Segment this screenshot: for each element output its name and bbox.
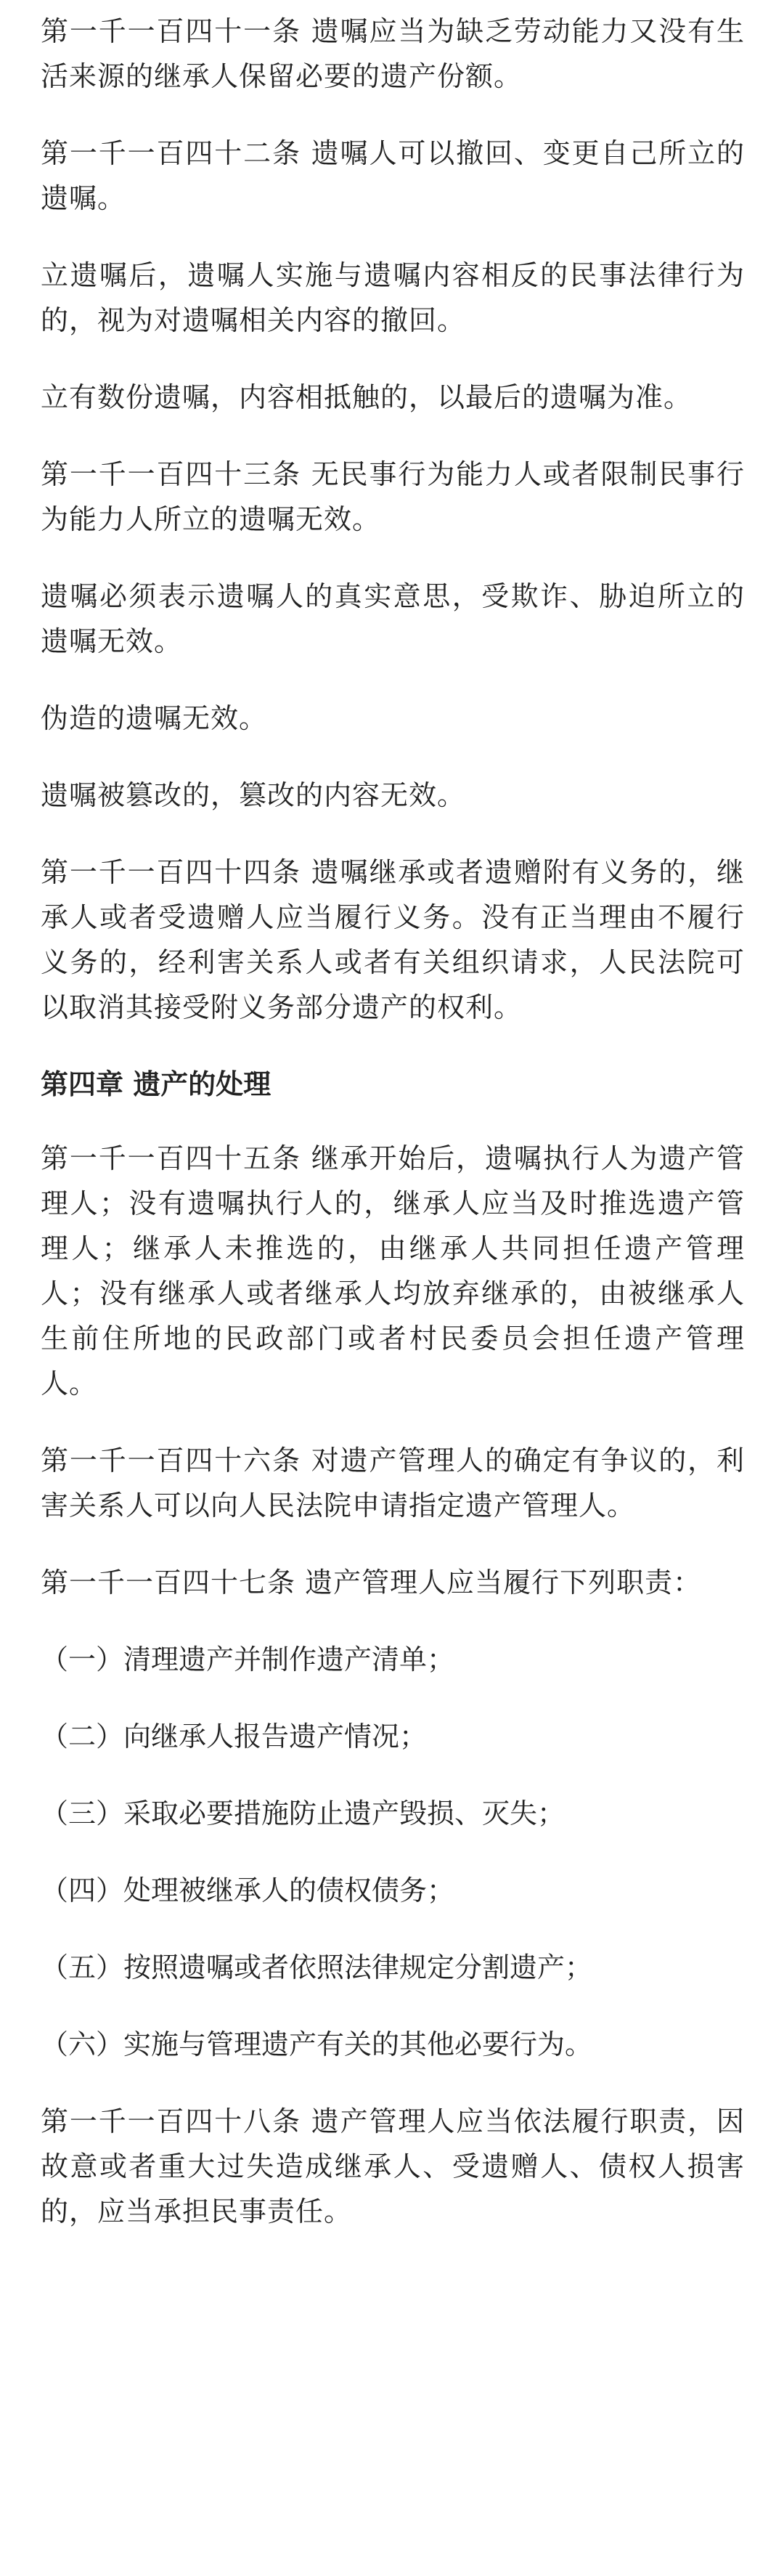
- article-1143: 第一千一百四十三条 无民事行为能力人或者限制民事行为能力人所立的遗嘱无效。: [41, 458, 745, 535]
- duty-item-6: （六）实施与管理遗产有关的其他必要行为。: [41, 2028, 593, 2060]
- duty-item-1: （一）清理遗产并制作遗产清单；: [41, 1643, 455, 1675]
- duty-item-2: （二）向继承人报告遗产情况；: [41, 1720, 428, 1752]
- article-1143-clause-2: 遗嘱必须表示遗嘱人的真实意思，受欺诈、胁迫所立的遗嘱无效。: [41, 580, 745, 657]
- article-1146: 第一千一百四十六条 对遗产管理人的确定有争议的，利害关系人可以向人民法院申请指定遗产管理人。: [41, 1445, 745, 1521]
- duty-item-5: （五）按照遗嘱或者依照法律规定分割遗产；: [41, 1951, 593, 1983]
- article-1142-clause-3: 立有数份遗嘱，内容相抵触的，以最后的遗嘱为准。: [41, 381, 693, 413]
- duty-item-3: （三）采取必要措施防止遗产毁损、灭失；: [41, 1797, 565, 1829]
- duty-item-4: （四）处理被继承人的债权债务；: [41, 1874, 455, 1906]
- article-1141: 第一千一百四十一条 遗嘱应当为缺乏劳动能力又没有生活来源的继承人保留必要的遗产份额。: [41, 15, 745, 92]
- chapter-heading: 第四章 遗产的处理: [41, 1068, 271, 1100]
- article-1143-clause-3: 伪造的遗嘱无效。: [41, 702, 268, 734]
- article-body: [0, 9, 784, 2234]
- article-1144: 第一千一百四十四条 遗嘱继承或者遗赠附有义务的，继承人或者受遗赠人应当履行义务。没有正当理由不履行义务的，经利害关系人或者有关组织请求，人民法院可以取消其接受附义务部分遗产的权利。: [41, 856, 745, 1023]
- article-1145: 第一千一百四十五条 继承开始后，遗嘱执行人为遗产管理人；没有遗嘱执行人的，继承人应当及时推选遗产管理人；继承人未推选的，由继承人共同担任遗产管理人；没有继承人或者继承人均放弃继承的，由被继承人生前住所地的民政部门或者村民委员会担任遗产管理人。: [41, 1142, 745, 1399]
- article-1147: 第一千一百四十七条 遗产管理人应当履行下列职责：: [41, 1567, 702, 1598]
- article-1148: 第一千一百四十八条 遗产管理人应当依法履行职责，因故意或者重大过失造成继承人、受遗赠人、债权人损害的，应当承担民事责任。: [41, 2105, 745, 2227]
- article-1143-clause-4: 遗嘱被篡改的，篡改的内容无效。: [41, 779, 466, 811]
- article-1142-clause-2: 立遗嘱后，遗嘱人实施与遗嘱内容相反的民事法律行为的，视为对遗嘱相关内容的撤回。: [41, 259, 745, 336]
- article-1142: 第一千一百四十二条 遗嘱人可以撤回、变更自己所立的遗嘱。: [41, 137, 745, 214]
